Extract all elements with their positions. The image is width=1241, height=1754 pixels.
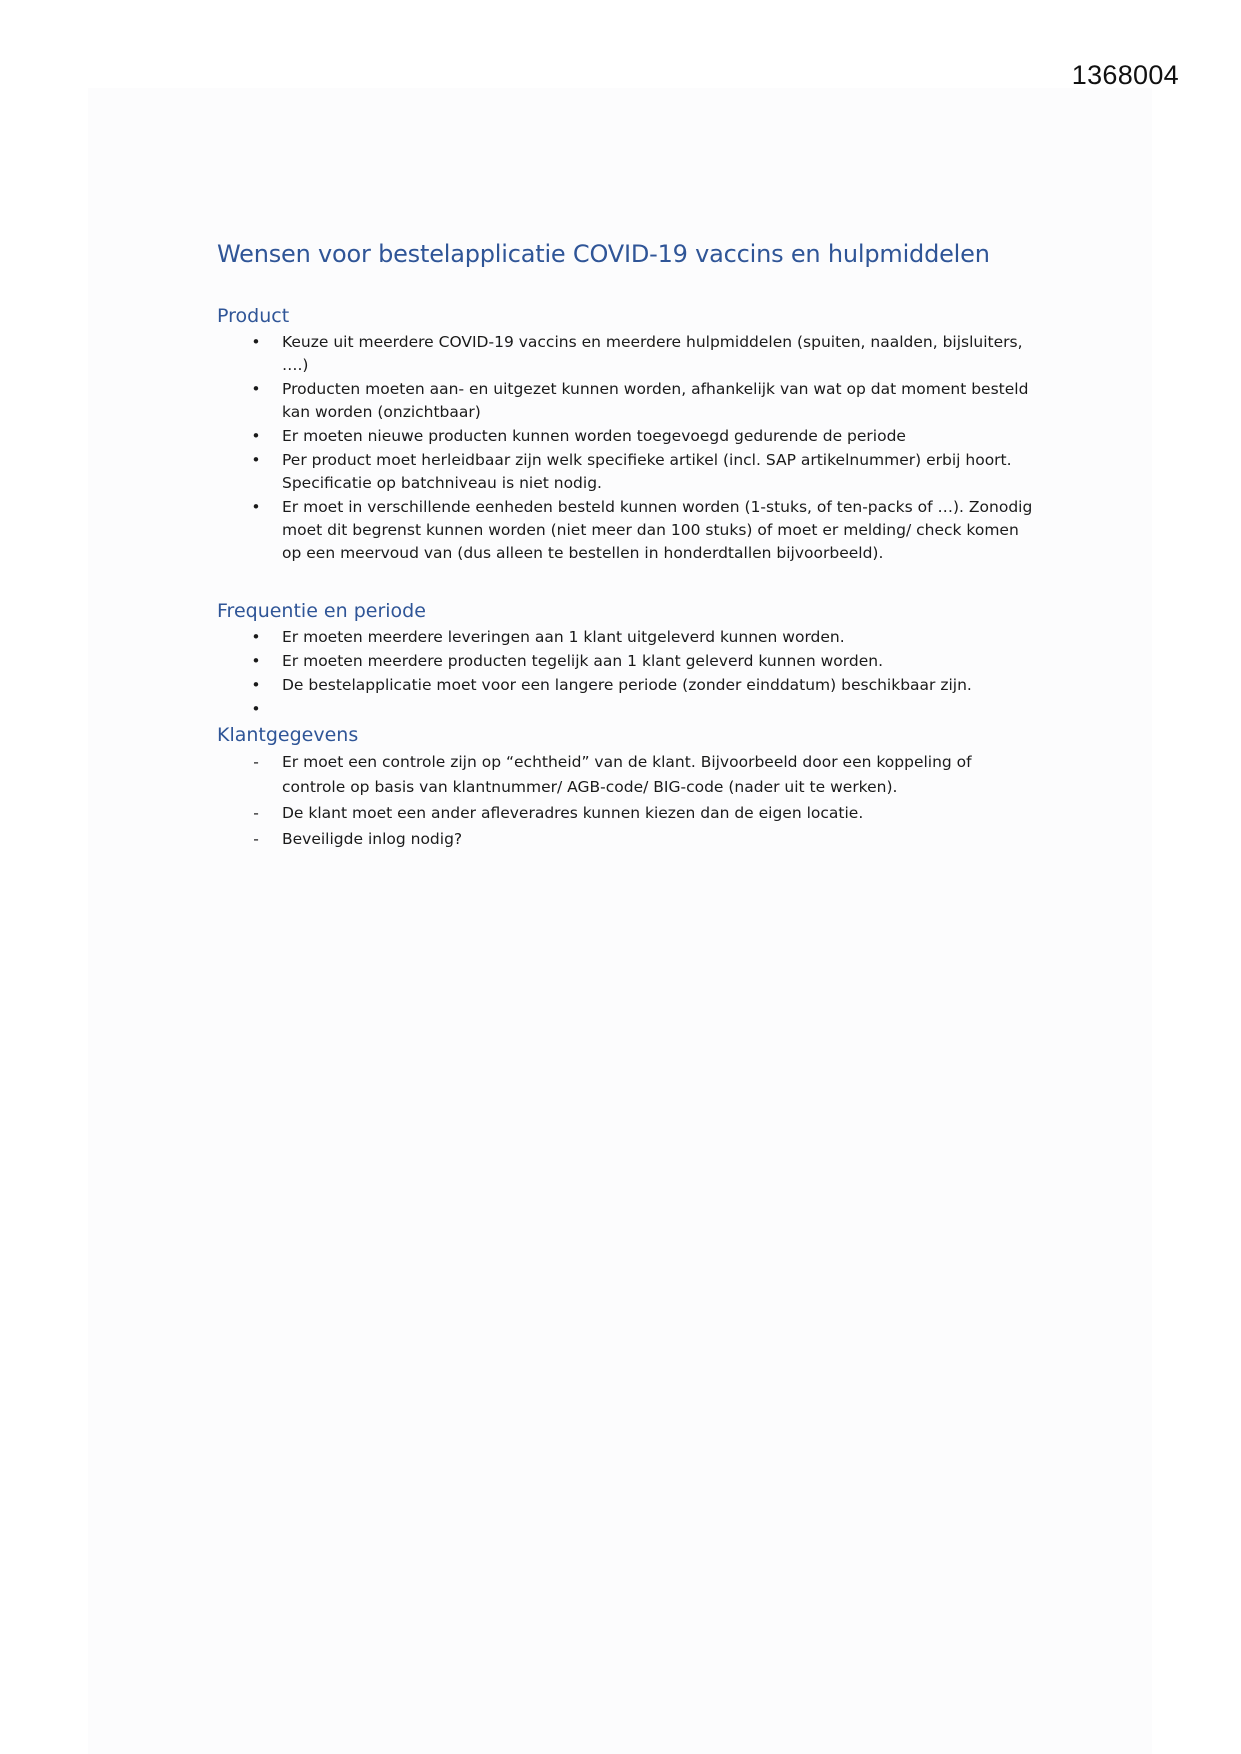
bullet-marker: • (251, 652, 261, 670)
list-item-text: De klant moet een ander afleveradres kunnen kiezen dan de eigen locatie. (282, 804, 864, 822)
section-customer (217, 722, 1037, 852)
section-frequency (217, 598, 1037, 721)
list-item (217, 801, 1037, 826)
bullet-marker: • (251, 628, 261, 646)
dash-marker: - (253, 830, 259, 848)
product-list (217, 331, 1037, 565)
list-item (217, 378, 1037, 424)
list-item-text: Er moet in verschillende eenheden besteld kunnen worden (1-stuks, of ten-packs of …). Zonodig moet dit begrenst kunnen worden (niet meer dan 100 stuks) of moet er melding/ check komen op een meervoud van (dus alleen te bestellen in honderdtallen bijvoorbeeld). (282, 498, 1033, 562)
bullet-marker: • (251, 676, 261, 694)
list-item-text: Er moet een controle zijn op “echtheid” van de klant. Bijvoorbeeld door een koppeling of controle op basis van klantnummer/ AGB-code/ BIG-code (nader uit te werken). (282, 753, 972, 796)
document-body (217, 238, 1037, 853)
document-number: 1368004 (1071, 60, 1179, 90)
bullet-marker: • (251, 498, 261, 516)
list-item (217, 827, 1037, 852)
list-item-text: Per product moet herleidbaar zijn welk specifieke artikel (incl. SAP artikelnummer) erbij hoort. Specificatie op batchniveau is niet nodig. (282, 451, 1012, 492)
list-item-text: Er moeten meerdere producten tegelijk aan 1 klant geleverd kunnen worden. (282, 652, 884, 670)
list-item-empty (217, 698, 1037, 721)
bullet-marker: • (251, 700, 261, 718)
list-item (217, 425, 1037, 448)
section-heading-product: Product (217, 305, 290, 327)
bullet-marker: • (251, 451, 261, 469)
list-item (217, 750, 1037, 800)
list-item-text: Keuze uit meerdere COVID-19 vaccins en meerdere hulpmiddelen (spuiten, naalden, bijsluiters, ….) (282, 333, 1023, 374)
list-item (217, 674, 1037, 697)
customer-list (217, 750, 1037, 852)
bullet-marker: • (251, 333, 261, 351)
list-item (217, 626, 1037, 649)
list-item (217, 449, 1037, 495)
list-item-text: Er moeten nieuwe producten kunnen worden toegevoegd gedurende de periode (282, 427, 906, 445)
dash-marker: - (253, 753, 259, 771)
section-heading-frequency: Frequentie en periode (217, 600, 426, 622)
list-item-text: Producten moeten aan- en uitgezet kunnen worden, afhankelijk van wat op dat moment besteld kan worden (onzichtbaar) (282, 380, 1029, 421)
list-item-text: De bestelapplicatie moet voor een langere periode (zonder einddatum) beschikbaar zijn. (282, 676, 972, 694)
frequency-list (217, 626, 1037, 721)
list-item-text: Er moeten meerdere leveringen aan 1 klant uitgeleverd kunnen worden. (282, 628, 845, 646)
list-item (217, 331, 1037, 377)
document-title: Wensen voor bestelapplicatie COVID-19 vaccins en hulpmiddelen (217, 240, 990, 268)
list-item (217, 496, 1037, 565)
list-item (217, 650, 1037, 673)
bullet-marker: • (251, 427, 261, 445)
bullet-marker: • (251, 380, 261, 398)
section-product (217, 303, 1037, 565)
dash-marker: - (253, 804, 259, 822)
list-item-text: Beveiligde inlog nodig? (282, 830, 463, 848)
section-heading-customer: Klantgegevens (217, 724, 359, 746)
